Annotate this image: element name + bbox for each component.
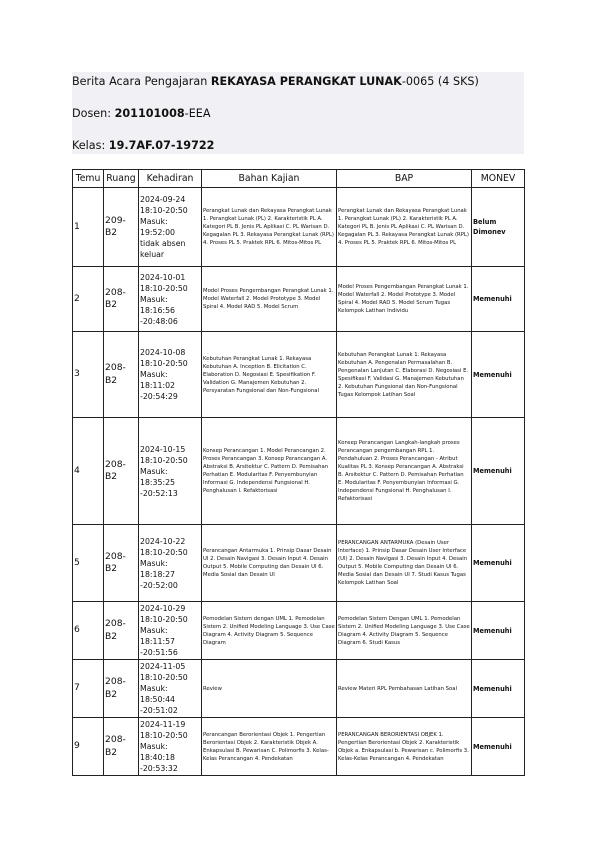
table-row: [73, 188, 525, 267]
cell-ruang: 208- B2: [104, 718, 139, 776]
dosen-line: [72, 107, 210, 120]
column-header-bahan-kajian: Bahan Kajian: [202, 170, 337, 188]
kelas-label: Kelas:: [72, 139, 109, 152]
table-row: [73, 602, 525, 660]
table-row: [73, 660, 525, 718]
attendance-table: [72, 169, 525, 776]
column-header-kehadiran: Kehadiran: [139, 170, 202, 188]
document-header: [72, 72, 524, 154]
cell-bahan-kajian: Perancangan Antarmuka 1. Prinsip Dasar Desain UI 2. Desain Navigasi 3. Desain Input 4. Desain Output 5. Mobile Computing dan Desain UI 6. Media Sosial dan Desain UI: [202, 525, 337, 602]
cell-kehadiran: 2024-11-05 18:10-20:50 Masuk: 18:50:44 -20:51:02: [139, 660, 202, 718]
cell-ruang: 209- B2: [104, 188, 139, 267]
column-header-monev: MONEV: [472, 170, 525, 188]
column-header-ruang: Ruang: [104, 170, 139, 188]
cell-monev: Memenuhi: [472, 718, 525, 776]
course-code-sks: -0065 (4 SKS): [401, 75, 479, 88]
cell-ruang: 208- B2: [104, 332, 139, 418]
cell-kehadiran: 2024-10-08 18:10-20:50 Masuk: 18:11:02 -20:54:29: [139, 332, 202, 418]
cell-bap: PERANCANGAN ANTARMUKA (Desain User Interface) 1. Prinsip Dasar Desain User Interface (UI) 2. Desain Navigasi 3. Desain Input 4. Desain Output 5. Mobile Computing dan Desain UI 6. Media Sosial dan Desain UI 7. Studi Kasus Tugas Kelompok Latihan Soal: [337, 525, 472, 602]
cell-ruang: 208- B2: [104, 660, 139, 718]
cell-temu: 2: [73, 267, 104, 332]
cell-bap: Perangkat Lunak dan Rekayasa Perangkat Lunak 1. Perangkat Lunak (PL) 2. Karakteristik PL A. Kategori PL B. Jenis PL Aplikasi C. PL Warisan D. Kegagalan PL 3. Rekayasa Perangkat Lunak (RPL) 4. Proses PL 5. Praktek RPL 6. Mitos-Mitos PL: [337, 188, 472, 267]
cell-temu: 3: [73, 332, 104, 418]
cell-temu: 7: [73, 660, 104, 718]
cell-monev: Memenuhi: [472, 267, 525, 332]
kelas-line: [72, 139, 214, 152]
cell-bahan-kajian: Perancangan Berorientasi Objek 1. Pengertian Berorientasi Objek 2. Karakteristik Objek A. Enkapsulasi B. Pewarisan C. Polimorfis 3. Kelas-Kelas Perancangan 4. Pendekatan: [202, 718, 337, 776]
table-row: [73, 332, 525, 418]
table-header-row: [73, 170, 525, 188]
cell-monev: Memenuhi: [472, 602, 525, 660]
cell-bahan-kajian: Konsep Perancangan 1. Model Perancangan 2. Proses Perancangan 3. Konsep Perancangan A. Abstraksi B. Arsitektur C. Pattern D. Pemisahan Perhatian E. Modularitas F. Penyembunyian Informasi G. Independensi Fungsional H. Penghalusan I. Refaktorisasi: [202, 418, 337, 525]
cell-kehadiran: 2024-10-01 18:10-20:50 Masuk: 18:16:56 -20:48:06: [139, 267, 202, 332]
column-header-bap: BAP: [337, 170, 472, 188]
cell-kehadiran: 2024-11-19 18:10-20:50 Masuk: 18:40:18 -20:53:32: [139, 718, 202, 776]
cell-bap: Konsep Perancangan Langkah-langkah proses Perancangan pengembangan RPL 1. Pendahuluan 2. Proses Perancangan - Atribut Kualitas PL 3. Konsep Perancangan A. Abstraksi B. Arsitektur C. Pattern D. Pemisahan Perhatian E. Modularitas F. Penyembunyian Informasi G. Independensi Fungsional H. Penghalusan I. Refaktorisasi: [337, 418, 472, 525]
table-row: [73, 267, 525, 332]
cell-ruang: 208- B2: [104, 267, 139, 332]
dosen-label: Dosen:: [72, 107, 115, 120]
table-row: [73, 718, 525, 776]
table-row: [73, 418, 525, 525]
kelas-value: 19.7AF.07-19722: [108, 139, 215, 152]
cell-bap: Kebutuhan Perangkat Lunak 1. Rekayasa Kebutuhan A. Pengenalan Permasalahan B. Pengenalan Lanjutan C. Elaborasi D. Negosiasi E. Spesifikasi F. Validasi G. Manajemen Kebutuhan 2. Kebutuhan Fungsional dan Non-Fungsional Tugas Kelompok Latihan Soal: [337, 332, 472, 418]
cell-temu: 5: [73, 525, 104, 602]
cell-kehadiran: 2024-10-22 18:10-20:50 Masuk: 18:18:27 -20:52:00: [139, 525, 202, 602]
cell-kehadiran: 2024-10-15 18:10-20:50 Masuk: 18:35:25 -20:52:13: [139, 418, 202, 525]
cell-kehadiran: 2024-09-24 18:10-20:50 Masuk: 19:52:00 tidak absen keluar: [139, 188, 202, 267]
column-header-temu: Temu: [73, 170, 104, 188]
dosen-suffix: -EEA: [184, 107, 211, 120]
cell-monev: Memenuhi: [472, 525, 525, 602]
cell-monev: Memenuhi: [472, 332, 525, 418]
cell-ruang: 208- B2: [104, 525, 139, 602]
cell-ruang: 208- B2: [104, 602, 139, 660]
cell-temu: 9: [73, 718, 104, 776]
cell-bahan-kajian: Pemodelan Sistem dengan UML 1. Pemodelan Sistem 2. Unified Modeling Language 3. Use Case Diagram 4. Activity Diagram 5. Sequence Diagram: [202, 602, 337, 660]
table-row: [73, 525, 525, 602]
course-name: REKAYASA PERANGKAT LUNAK: [210, 75, 402, 88]
cell-monev: Belum Dimonev: [472, 188, 525, 267]
cell-temu: 1: [73, 188, 104, 267]
cell-bahan-kajian: Model Proses Pengembangan Perangkat Lunak 1. Model Waterfall 2. Model Prototype 3. Model Spiral 4. Model RAD 5. Model Scrum: [202, 267, 337, 332]
cell-bap: Review Materi RPL Pembahasan Latihan Soal: [337, 660, 472, 718]
cell-bap: PERANCANGAN BERORIENTASI OBJEK 1. Pengertian Berorientasi Objek 2. Karakteristik Objek a. Enkapsulasi b. Pewarisan c. Polimorfis 3. Kelas-Kelas Perancangan 4. Pendekatan: [337, 718, 472, 776]
cell-bap: Model Proses Pengembangan Perangkat Lunak 1. Model Waterfall 2. Model Prototype 3. Model Spiral 4. Model RAD 5. Model Scrum Tugas Kelompok Latihan Individu: [337, 267, 472, 332]
cell-bahan-kajian: Kebutuhan Perangkat Lunak 1. Rekayasa Kebutuhan A. Inception B. Elicitation C. Elaboration D. Negosiasi E. Spesifikation F. Validation G. Manajemen Kebutuhan 2. Persyaratan Fungsional dan Non-Fungsional: [202, 332, 337, 418]
cell-bap: Pemodelan Sistem Dengan UML 1. Pemodelan Sistem 2. Unified Modeling Language 3. Use Case Diagram 4. Activity Diagram 5. Sequence Diagram 6. Studi Kasus: [337, 602, 472, 660]
title-line: [72, 75, 479, 88]
cell-bahan-kajian: Review: [202, 660, 337, 718]
cell-monev: Memenuhi: [472, 418, 525, 525]
cell-monev: Memenuhi: [472, 660, 525, 718]
title-prefix: Berita Acara Pengajaran: [72, 75, 211, 88]
dosen-id: 201101008: [114, 107, 185, 120]
cell-temu: 6: [73, 602, 104, 660]
cell-temu: 4: [73, 418, 104, 525]
cell-bahan-kajian: Perangkat Lunak dan Rekayasa Perangkat Lunak 1. Perangkat Lunak (PL) 2. Karakteristik PL A. Kategori PL B. Jenis PL Aplikasi C. PL Warisan D. Kegagalan PL 3. Rekayasa Perangkat Lunak (RPL) 4. Proses PL 5. Praktek RPL 6. Mitos-Mitos PL: [202, 188, 337, 267]
cell-kehadiran: 2024-10-29 18:10-20:50 Masuk: 18:11:57 -20:51:56: [139, 602, 202, 660]
cell-ruang: 208- B2: [104, 418, 139, 525]
